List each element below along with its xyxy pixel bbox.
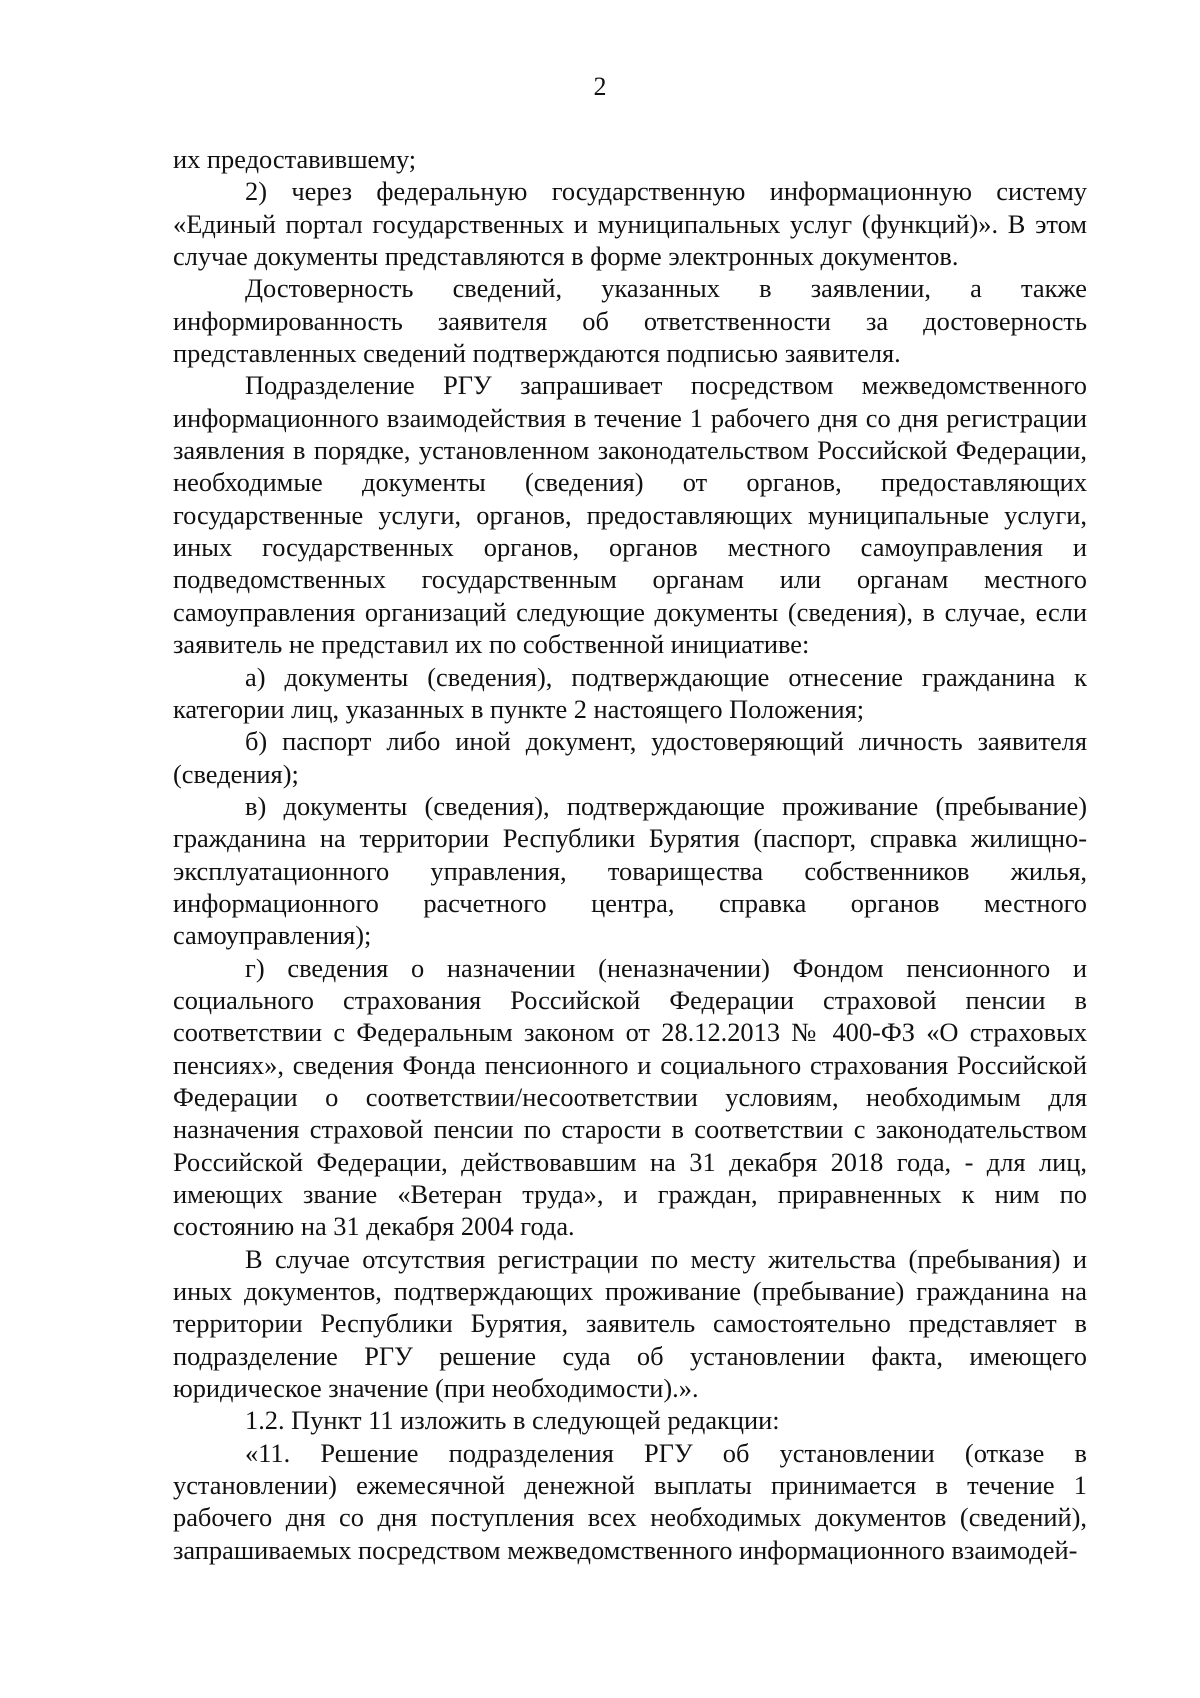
document-body xyxy=(173,143,1087,1566)
paragraph-item-2: 2) через федеральную государственную информационную систему «Единый портал государственных и муниципальных услуг (функций)». В этом случае документы представляются в форме электронных документов. xyxy=(173,176,1087,272)
list-item-b: б) паспорт либо иной документ, удостоверяющий личность заявителя (сведения); xyxy=(173,726,1087,789)
paragraph-amendment-1-2: 1.2. Пункт 11 изложить в следующей редакции: xyxy=(245,1405,780,1436)
paragraph-interagency-request: Подразделение РГУ запрашивает посредством межведомственного информационного взаимодействия в течение 1 рабочего дня со дня регистрации заявления в порядке, установленном законодательством Российской Федерации, необходимые документы (сведения) от органов, предоставляющих государственные услуги, органов, предоставляющих муниципальные услуги, иных государственных органов, органов местного самоуправления и подведомственных государственным органам или органам местного самоуправления организаций следующие документы (сведения), в случае, если заявитель не представил их по собственной инициативе: xyxy=(173,370,1087,660)
page-number: 2 xyxy=(593,72,607,101)
paragraph-continuation: их предоставившему; xyxy=(173,144,417,174)
paragraph-no-registration: В случае отсутствия регистрации по месту жительства (пребывания) и иных документов, подтверждающих проживание (пребывание) гражданина на территории Республики Бурятия, заявитель самостоятельно представляет в подразделение РГУ решение суда об установлении факта, имеющего юридическое значение (при необходимости).». xyxy=(173,1243,1087,1404)
list-item-a: а) документы (сведения), подтверждающие отнесение гражданина к категории лиц, указанных в пункте 2 настоящего Положения; xyxy=(173,661,1087,724)
list-item-g: г) сведения о назначении (неназначении) Фондом пенсионного и социального страхования Российской Федерации страховой пенсии в соответствии с Федеральным законом от 28.12.2013 № 400-ФЗ «О страховых пенсиях», сведения Фонда пенсионного и социального страхования Российской Федерации о соответствии/несоответствии условиям, необходимым для назначения страховой пенсии по старости в соответствии с законодательством Российской Федерации, действовавшим на 31 декабря 2018 года, - для лиц, имеющих звание «Ветеран труда», и граждан, приравненных к ним по состоянию на 31 декабря 2004 года. xyxy=(173,952,1087,1242)
paragraph-reliability: Достоверность сведений, указанных в заявлении, а также информированность заявителя об ответственности за достоверность представленных сведений подтверждаются подписью заявителя. xyxy=(173,273,1087,369)
paragraph-item-11: «11. Решение подразделения РГУ об установлении (отказе в установлении) ежемесячной денежной выплаты принимается в течение 1 рабочего дня со дня поступления всех необходимых документов (сведений), запрашиваемых посредством межведомственного информационного взаимодей- xyxy=(173,1437,1087,1565)
list-item-v: в) документы (сведения), подтверждающие проживание (пребывание) гражданина на территории Республики Бурятия (паспорт, справка жилищно-эксплуатационного управления, товарищества собственников жилья, информационного расчетного центра, справка органов местного самоуправления); xyxy=(173,790,1087,951)
